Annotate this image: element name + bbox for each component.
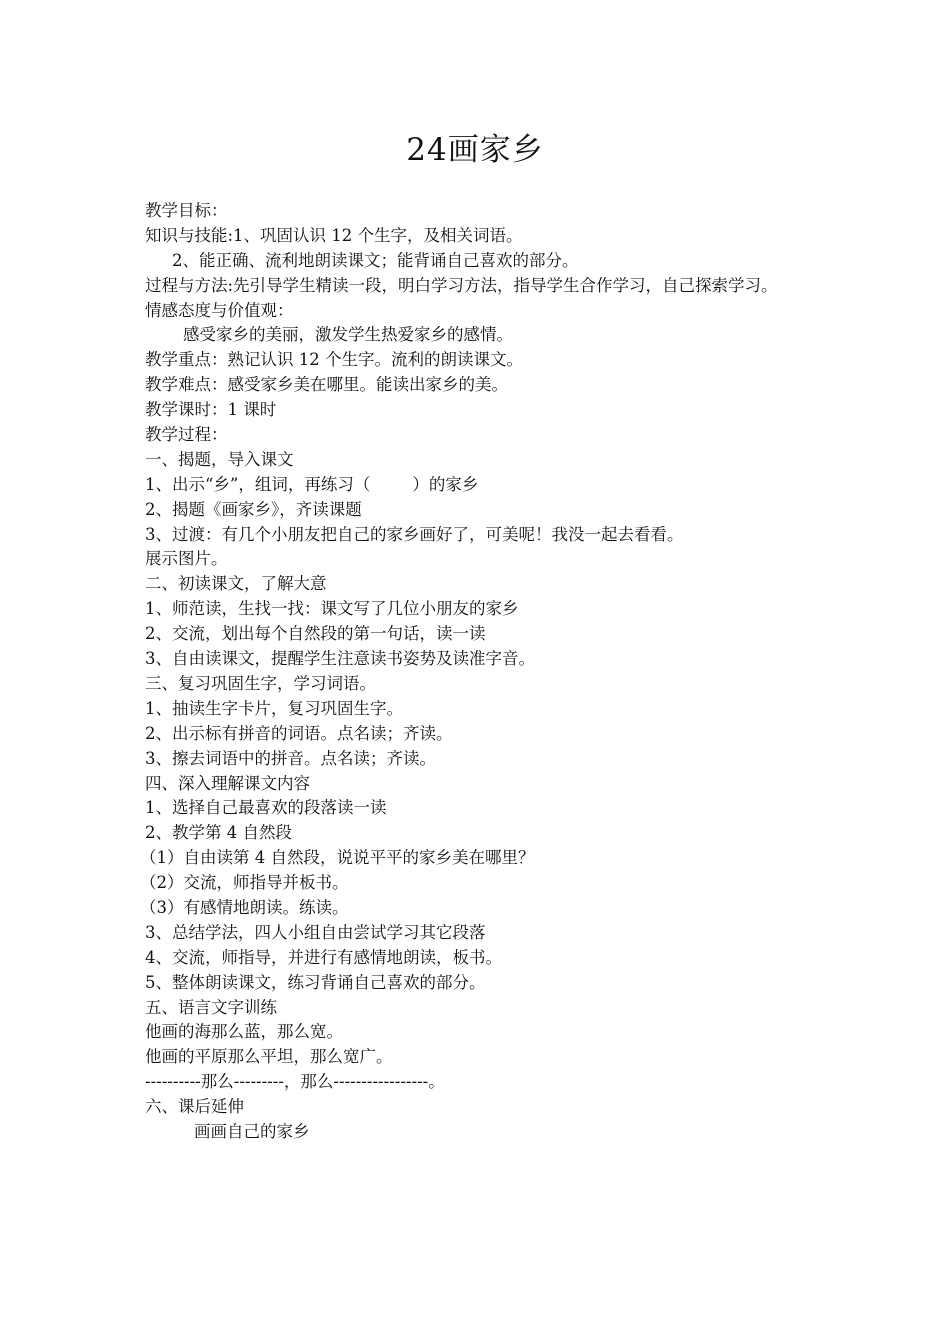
text-line: 2、出示标有拼音的词语。点名读；齐读。 xyxy=(145,723,453,743)
section-heading: 三、复习巩固生字，学习词语。 xyxy=(145,673,376,693)
text-line: 2、教学第 4 自然段 xyxy=(145,823,292,843)
text-line: 5、整体朗读课文，练习背诵自己喜欢的部分。 xyxy=(145,972,486,992)
section-heading: 六、课后延伸 xyxy=(145,1097,244,1117)
section-heading: 一、揭题，导入课文 xyxy=(145,449,294,469)
section-heading: 五、语言文字训练 xyxy=(145,997,277,1017)
text-line: 教学重点：熟记认识 12 个生字。流利的朗读课文。 xyxy=(145,350,523,370)
text-line: 过程与方法:先引导学生精读一段，明白学习方法，指导学生合作学习，自己探索学习。 xyxy=(145,275,778,295)
text-line: 1、出示“乡”，组词，再练习（ ）的家乡 xyxy=(145,474,479,494)
text-line: 1、师范读，生找一找：课文写了几位小朋友的家乡 xyxy=(145,599,519,619)
text-line: 2、交流，划出每个自然段的第一句话，读一读 xyxy=(145,624,486,644)
text-line: 2、揭题《画家乡》，齐读课题 xyxy=(145,499,362,519)
text-line: 知识与技能:1、巩固认识 12 个生字，及相关词语。 xyxy=(145,225,523,245)
text-line: 展示图片。 xyxy=(145,549,228,569)
text-line: 1、抽读生字卡片，复习巩固生字。 xyxy=(145,698,403,718)
text-line: （1）自由读第 4 自然段，说说平平的家乡美在哪里？ xyxy=(140,848,535,868)
section-heading: 二、初读课文，了解大意 xyxy=(145,574,327,594)
text-line: 教学课时：1 课时 xyxy=(145,400,277,420)
text-line: 1、选择自己最喜欢的段落读一读 xyxy=(145,798,387,818)
text-line: 他画的平原那么平坦，那么宽广。 xyxy=(145,1047,393,1067)
text-line: 3、总结学法，四人小组自由尝试学习其它段落 xyxy=(145,922,486,942)
text-line: 他画的海那么蓝，那么宽。 xyxy=(145,1022,343,1042)
document-body xyxy=(140,199,825,1145)
text-line: 教学难点：感受家乡美在哪里。能读出家乡的美。 xyxy=(145,375,508,395)
text-line: 3、自由读课文，提醒学生注意读书姿势及读准字音。 xyxy=(145,649,535,669)
text-line: （2）交流，师指导并板书。 xyxy=(140,873,349,893)
document-title: 24画家乡 xyxy=(406,132,544,168)
text-line: ----------那么---------，那么-----------------。 xyxy=(145,1072,445,1092)
text-line: 画画自己的家乡 xyxy=(194,1121,310,1141)
text-line: 3、过渡：有几个小朋友把自己的家乡画好了，可美呢！我没一起去看看。 xyxy=(145,524,684,544)
text-line: 情感态度与价值观： xyxy=(145,300,294,320)
text-line: 感受家乡的美丽，激发学生热爱家乡的感情。 xyxy=(183,325,513,345)
text-line: （3）有感情地朗读。练读。 xyxy=(140,897,349,917)
text-line: 教学目标： xyxy=(145,201,228,220)
text-line: 4、交流，师指导，并进行有感情地朗读，板书。 xyxy=(145,947,502,967)
text-line: 教学过程： xyxy=(145,425,228,445)
section-heading: 四、深入理解课文内容 xyxy=(145,773,310,793)
text-line: 3、擦去词语中的拼音。点名读；齐读。 xyxy=(145,748,436,768)
text-line: 2、能正确、流利地朗读课文；能背诵自己喜欢的部分。 xyxy=(172,250,579,270)
